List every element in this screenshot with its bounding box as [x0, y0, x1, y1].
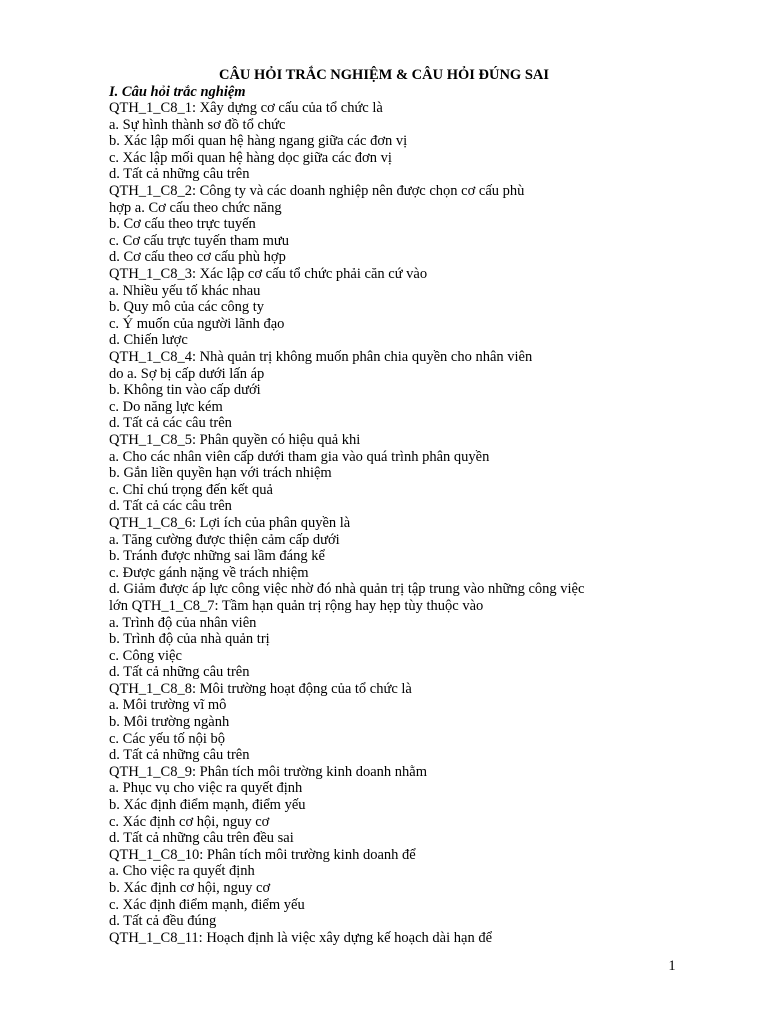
document-body	[109, 84, 749, 947]
answer-option-line: c. Cơ cấu trực tuyến tham mưu	[109, 232, 290, 249]
page-number: 1	[668, 958, 676, 974]
answer-option-line: b. Xác định điểm mạnh, điểm yếu	[109, 797, 306, 814]
question-line: QTH_1_C8_10: Phân tích môi trường kinh doanh để	[109, 846, 416, 863]
answer-option-line: c. Các yếu tố nội bộ	[109, 730, 225, 747]
answer-option-line: c. Công việc	[109, 647, 182, 664]
answer-option-line: d. Tất cả những câu trên đều sai	[109, 830, 294, 847]
answer-option-line: a. Tăng cường được thiện cảm cấp dưới	[109, 531, 340, 548]
answer-option-line: d. Tất cả những câu trên	[109, 747, 250, 764]
answer-option-line: a. Trình độ của nhân viên	[109, 614, 257, 631]
question-line: QTH_1_C8_11: Hoạch định là việc xây dựng kế hoạch dài hạn để	[109, 929, 493, 946]
question-line: QTH_1_C8_8: Môi trường hoạt động của tổ chức là	[109, 680, 412, 697]
answer-option-line: c. Chỉ chú trọng đến kết quả	[109, 481, 273, 498]
answer-option-line: hợp a. Cơ cấu theo chức năng	[109, 199, 282, 216]
answer-option-line: a. Cho các nhân viên cấp dưới tham gia vào quá trình phân quyền	[109, 448, 490, 465]
section-heading: I. Câu hỏi trắc nghiệm	[109, 83, 246, 100]
answer-option-line: b. Quy mô của các công ty	[109, 299, 265, 316]
answer-option-line: b. Xác định cơ hội, nguy cơ	[109, 880, 271, 896]
answer-option-line: b. Gắn liền quyền hạn với trách nhiệm	[109, 465, 332, 482]
answer-option-line: c. Xác định cơ hội, nguy cơ	[109, 813, 270, 830]
question-line: QTH_1_C8_9: Phân tích môi trường kinh doanh nhằm	[109, 763, 427, 780]
question-line: QTH_1_C8_4: Nhà quản trị không muốn phân chia quyền cho nhân viên	[109, 349, 533, 365]
answer-option-line: d. Cơ cấu theo cơ cấu phù hợp	[109, 249, 286, 266]
answer-option-line: c. Ý muốn của người lãnh đạo	[109, 315, 285, 332]
answer-option-line: a. Nhiều yếu tố khác nhau	[109, 282, 261, 299]
answer-option-line: c. Xác định điểm mạnh, điểm yếu	[109, 896, 305, 913]
answer-option-line: a. Cho việc ra quyết định	[109, 863, 255, 880]
answer-option-line: c. Do năng lực kém	[109, 398, 223, 415]
answer-option-line: d. Tất cả các câu trên	[109, 415, 232, 432]
answer-option-line: a. Sự hình thành sơ đồ tổ chức	[109, 116, 286, 133]
answer-option-line: d. Tất cả những câu trên	[109, 664, 250, 681]
question-line: QTH_1_C8_1: Xây dựng cơ cấu của tổ chức là	[109, 100, 383, 117]
answer-option-line: a. Môi trường vĩ mô	[109, 697, 227, 714]
answer-option-line: a. Phục vụ cho việc ra quyết định	[109, 780, 303, 797]
question-line: QTH_1_C8_6: Lợi ích của phân quyền là	[109, 514, 351, 531]
question-line: QTH_1_C8_3: Xác lập cơ cấu tổ chức phải căn cứ vào	[109, 266, 428, 283]
answer-option-line: b. Môi trường ngành	[109, 714, 230, 731]
question-line: QTH_1_C8_5: Phân quyền có hiệu quả khi	[109, 431, 361, 448]
answer-option-line: d. Tất cả đều đúng	[109, 913, 217, 930]
answer-option-line: b. Cơ cấu theo trực tuyến	[109, 216, 256, 233]
answer-option-line: c. Xác lập mối quan hệ hàng dọc giữa các đơn vị	[109, 149, 392, 166]
answer-option-line: d. Tất cả những câu trên	[109, 166, 250, 183]
question-list	[109, 100, 749, 946]
answer-option-line: b. Trình độ của nhà quản trị	[109, 631, 270, 648]
question-line: lớn QTH_1_C8_7: Tầm hạn quản trị rộng hay hẹp tùy thuộc vào	[109, 597, 484, 614]
answer-option-line: d. Chiến lược	[109, 332, 188, 349]
answer-option-line: d. Tất cả các câu trên	[109, 498, 232, 515]
answer-option-line: b. Tránh được những sai lầm đáng kể	[109, 548, 325, 565]
answer-option-line: b. Xác lập mối quan hệ hàng ngang giữa các đơn vị	[109, 133, 408, 150]
answer-option-line: d. Giảm được áp lực công việc nhờ đó nhà quản trị tập trung vào những công việc	[109, 581, 585, 598]
answer-option-line: b. Không tin vào cấp dưới	[109, 382, 261, 399]
question-line: QTH_1_C8_2: Công ty và các doanh nghiệp nên được chọn cơ cấu phù	[109, 183, 525, 200]
answer-option-line: do a. Sợ bị cấp dưới lấn áp	[109, 365, 265, 382]
answer-option-line: c. Được gánh nặng về trách nhiệm	[109, 564, 309, 581]
document-title: CÂU HỎI TRẮC NGHIỆM & CÂU HỎI ĐÚNG SAI	[218, 67, 550, 83]
